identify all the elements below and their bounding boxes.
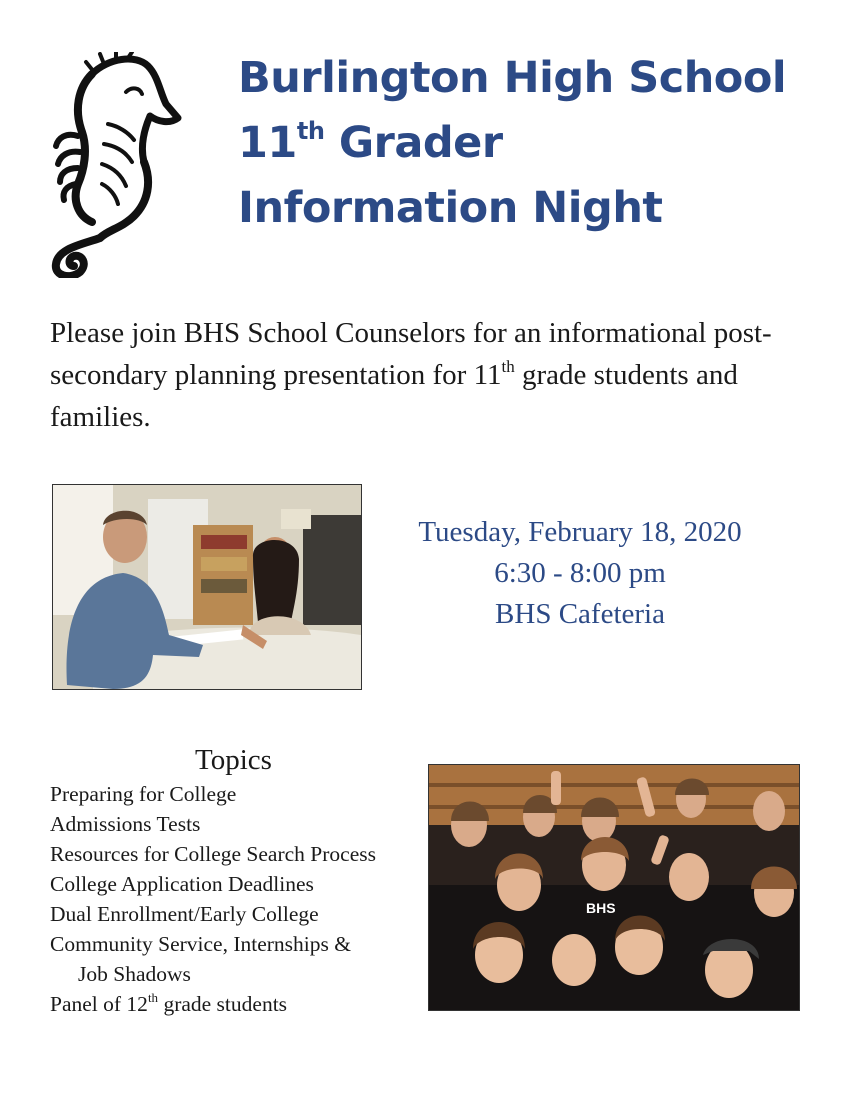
intro-paragraph — [50, 312, 820, 438]
title-line-grade — [238, 111, 786, 176]
page-title — [238, 46, 786, 241]
list-item: Admissions Tests — [50, 812, 201, 836]
event-location: BHS Cafeteria — [495, 598, 665, 630]
event-date: Tuesday, February 18, 2020 — [418, 516, 742, 548]
seahorse-icon — [48, 52, 184, 278]
list-item — [50, 929, 376, 989]
title-grade-number: 11 — [238, 118, 297, 168]
event-time: 6:30 - 8:00 pm — [494, 557, 666, 589]
list-item: Resources for College Search Process — [50, 842, 376, 866]
list-item-start: Panel of 12 — [50, 992, 148, 1016]
title-line-school: Burlington High School — [238, 53, 787, 103]
list-item — [50, 989, 376, 1019]
list-item-end: grade students — [158, 992, 288, 1016]
intro-text-start: Please join BHS School Counselors for an informational post-secondary planning presentation for 11 — [50, 317, 772, 391]
list-item: College Application Deadlines — [50, 872, 314, 896]
list-item-line: Community Service, Internships & — [50, 932, 351, 956]
students-group-photo — [428, 764, 800, 1011]
intro-text-end: grade students and families. — [50, 359, 738, 433]
topics-list — [50, 779, 376, 1019]
list-item: Preparing for College — [50, 782, 237, 806]
counselor-meeting-photo — [52, 484, 362, 690]
topics-heading: Topics — [195, 744, 272, 776]
intro-suffix: th — [501, 357, 515, 376]
list-item: Dual Enrollment/Early College — [50, 902, 319, 926]
title-grade-rest: Grader — [324, 118, 503, 168]
list-item-continuation: Job Shadows — [78, 962, 191, 986]
shirt-lettering: BHS — [586, 900, 616, 916]
title-line-event: Information Night — [238, 183, 663, 233]
list-item-suffix: th — [147, 990, 159, 1005]
title-grade-suffix: th — [296, 117, 325, 145]
event-details — [380, 512, 780, 635]
